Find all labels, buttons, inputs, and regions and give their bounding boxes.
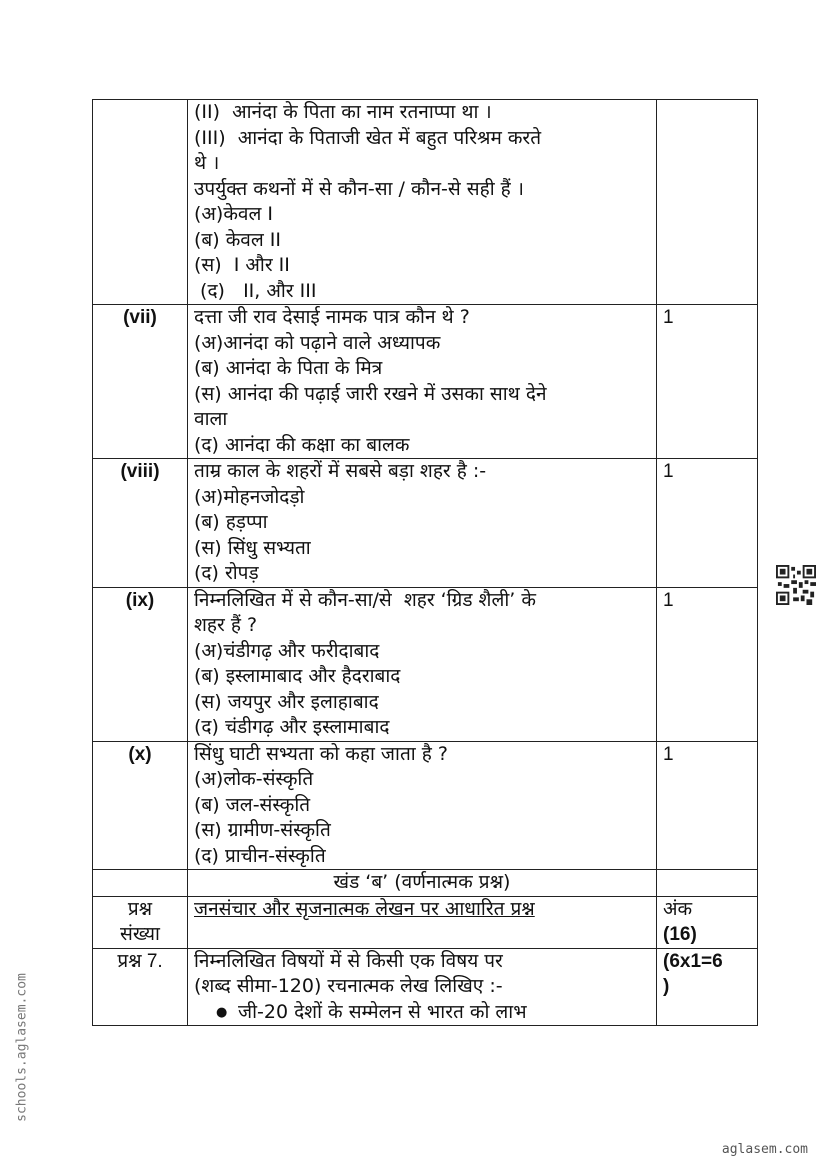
- question-marks: 1: [657, 587, 758, 741]
- question-marks: 1: [657, 459, 758, 588]
- topic-bullet: ● जी-20 देशों के सम्मेलन से भारत को लाभ: [216, 1000, 650, 1026]
- question-stem: ताम्र काल के शहरों में सबसे बड़ा शहर है :-: [194, 460, 487, 482]
- question-line: (स) सिंधु सभ्यता: [194, 536, 311, 559]
- question-line: (स) I और II: [194, 254, 290, 276]
- section-b-title-row: [93, 870, 758, 897]
- section-b-title: खंड ‘ब’ (वर्णनात्मक प्रश्न): [188, 870, 657, 897]
- question-stem: दत्ता जी राव देसाई नामक पात्र कौन थे ?: [194, 306, 470, 328]
- header-question-number: प्रश्न संख्या: [93, 896, 188, 948]
- question-marks: 1: [657, 741, 758, 870]
- question-line: (द) रोपड़: [194, 562, 259, 584]
- question-row: [93, 459, 758, 588]
- question-line: (अ)चंडीगढ़ और फरीदाबाद: [194, 639, 380, 662]
- qr-code-icon: [776, 565, 816, 605]
- question-row: [93, 305, 758, 459]
- question-line: (स) ग्रामीण-संस्कृति: [194, 819, 331, 841]
- question-number: (x): [93, 741, 188, 870]
- question-number: प्रश्न 7.: [93, 948, 188, 1026]
- question-line: शहर हैं ?: [194, 614, 258, 636]
- question-line: (ब) हड़प्पा: [194, 511, 268, 533]
- side-watermark: schools.aglasem.com: [14, 973, 30, 1122]
- question-marks: 1: [657, 305, 758, 459]
- question-row: [93, 741, 758, 870]
- question-number: (ix): [93, 587, 188, 741]
- question-line: (द) II, और III: [194, 279, 317, 302]
- question-line: (ब) इस्लामाबाद और हैदराबाद: [194, 665, 401, 687]
- question-text: [188, 741, 657, 870]
- question-line: (अ)लोक-संस्कृति: [194, 768, 314, 790]
- question-number: [93, 100, 188, 305]
- question-text: निम्नलिखित विषयों में से किसी एक विषय पर (शब्द सीमा-120) रचनात्मक लेख लिखिए :- ● जी-20 देशों के सम्मेलन से भारत को लाभ: [188, 948, 657, 1026]
- question-row: [93, 100, 758, 305]
- question-stem: निम्नलिखित में से कौन-सा/से शहर ‘ग्रिड शैली’ के: [194, 588, 536, 611]
- section-b-header-row: [93, 896, 758, 948]
- question-line: (III) आनंदा के पिताजी खेत में बहुत परिश्रम करते: [194, 126, 542, 149]
- question-line: (अ)आनंदा को पढ़ाने वाले अध्यापक: [194, 331, 441, 354]
- question-line: (अ)केवल I: [194, 203, 274, 225]
- question-text: [188, 459, 657, 588]
- question-line: (अ)मोहनजोदड़ो: [194, 485, 305, 508]
- question-line: (स) आनंदा की पढ़ाई जारी रखने में उसका साथ देने: [194, 382, 547, 405]
- question-line: (द) आनंदा की कक्षा का बालक: [194, 433, 410, 456]
- question-text: [188, 100, 657, 305]
- question-line: वाला: [194, 408, 228, 430]
- question-line: थे ।: [194, 152, 220, 174]
- question-line: (ब) जल-संस्कृति: [194, 793, 311, 816]
- question-line: (द) चंडीगढ़ और इस्लामाबाद: [194, 716, 390, 738]
- question-line: (II) आनंदा के पिता का नाम रतनाप्पा था ।: [194, 101, 492, 123]
- question-text: [188, 587, 657, 741]
- question-stem: सिंधु घाटी सभ्यता को कहा जाता है ?: [194, 742, 448, 765]
- question-7-row: [93, 948, 758, 1026]
- question-row: [93, 587, 758, 741]
- question-text: [188, 305, 657, 459]
- header-marks: अंक (16): [657, 896, 758, 948]
- section-b-subtitle: जनसंचार और सृजनात्मक लेखन पर आधारित प्रश्न: [194, 897, 535, 920]
- footer-watermark: aglasem.com: [721, 1142, 808, 1157]
- question-table: [92, 99, 758, 1026]
- question-marks: [657, 100, 758, 305]
- question-line: (स) जयपुर और इलाहाबाद: [194, 690, 379, 713]
- question-line: (द) प्राचीन-संस्कृति: [194, 844, 326, 867]
- question-marks: (6x1=6 ): [657, 948, 758, 1026]
- question-line: (ब) केवल II: [194, 228, 281, 251]
- question-number: (viii): [93, 459, 188, 588]
- question-line: (ब) आनंदा के पिता के मित्र: [194, 357, 383, 379]
- question-number: (vii): [93, 305, 188, 459]
- question-line: उपर्युक्त कथनों में से कौन-सा / कौन-से सही हैं ।: [194, 177, 524, 200]
